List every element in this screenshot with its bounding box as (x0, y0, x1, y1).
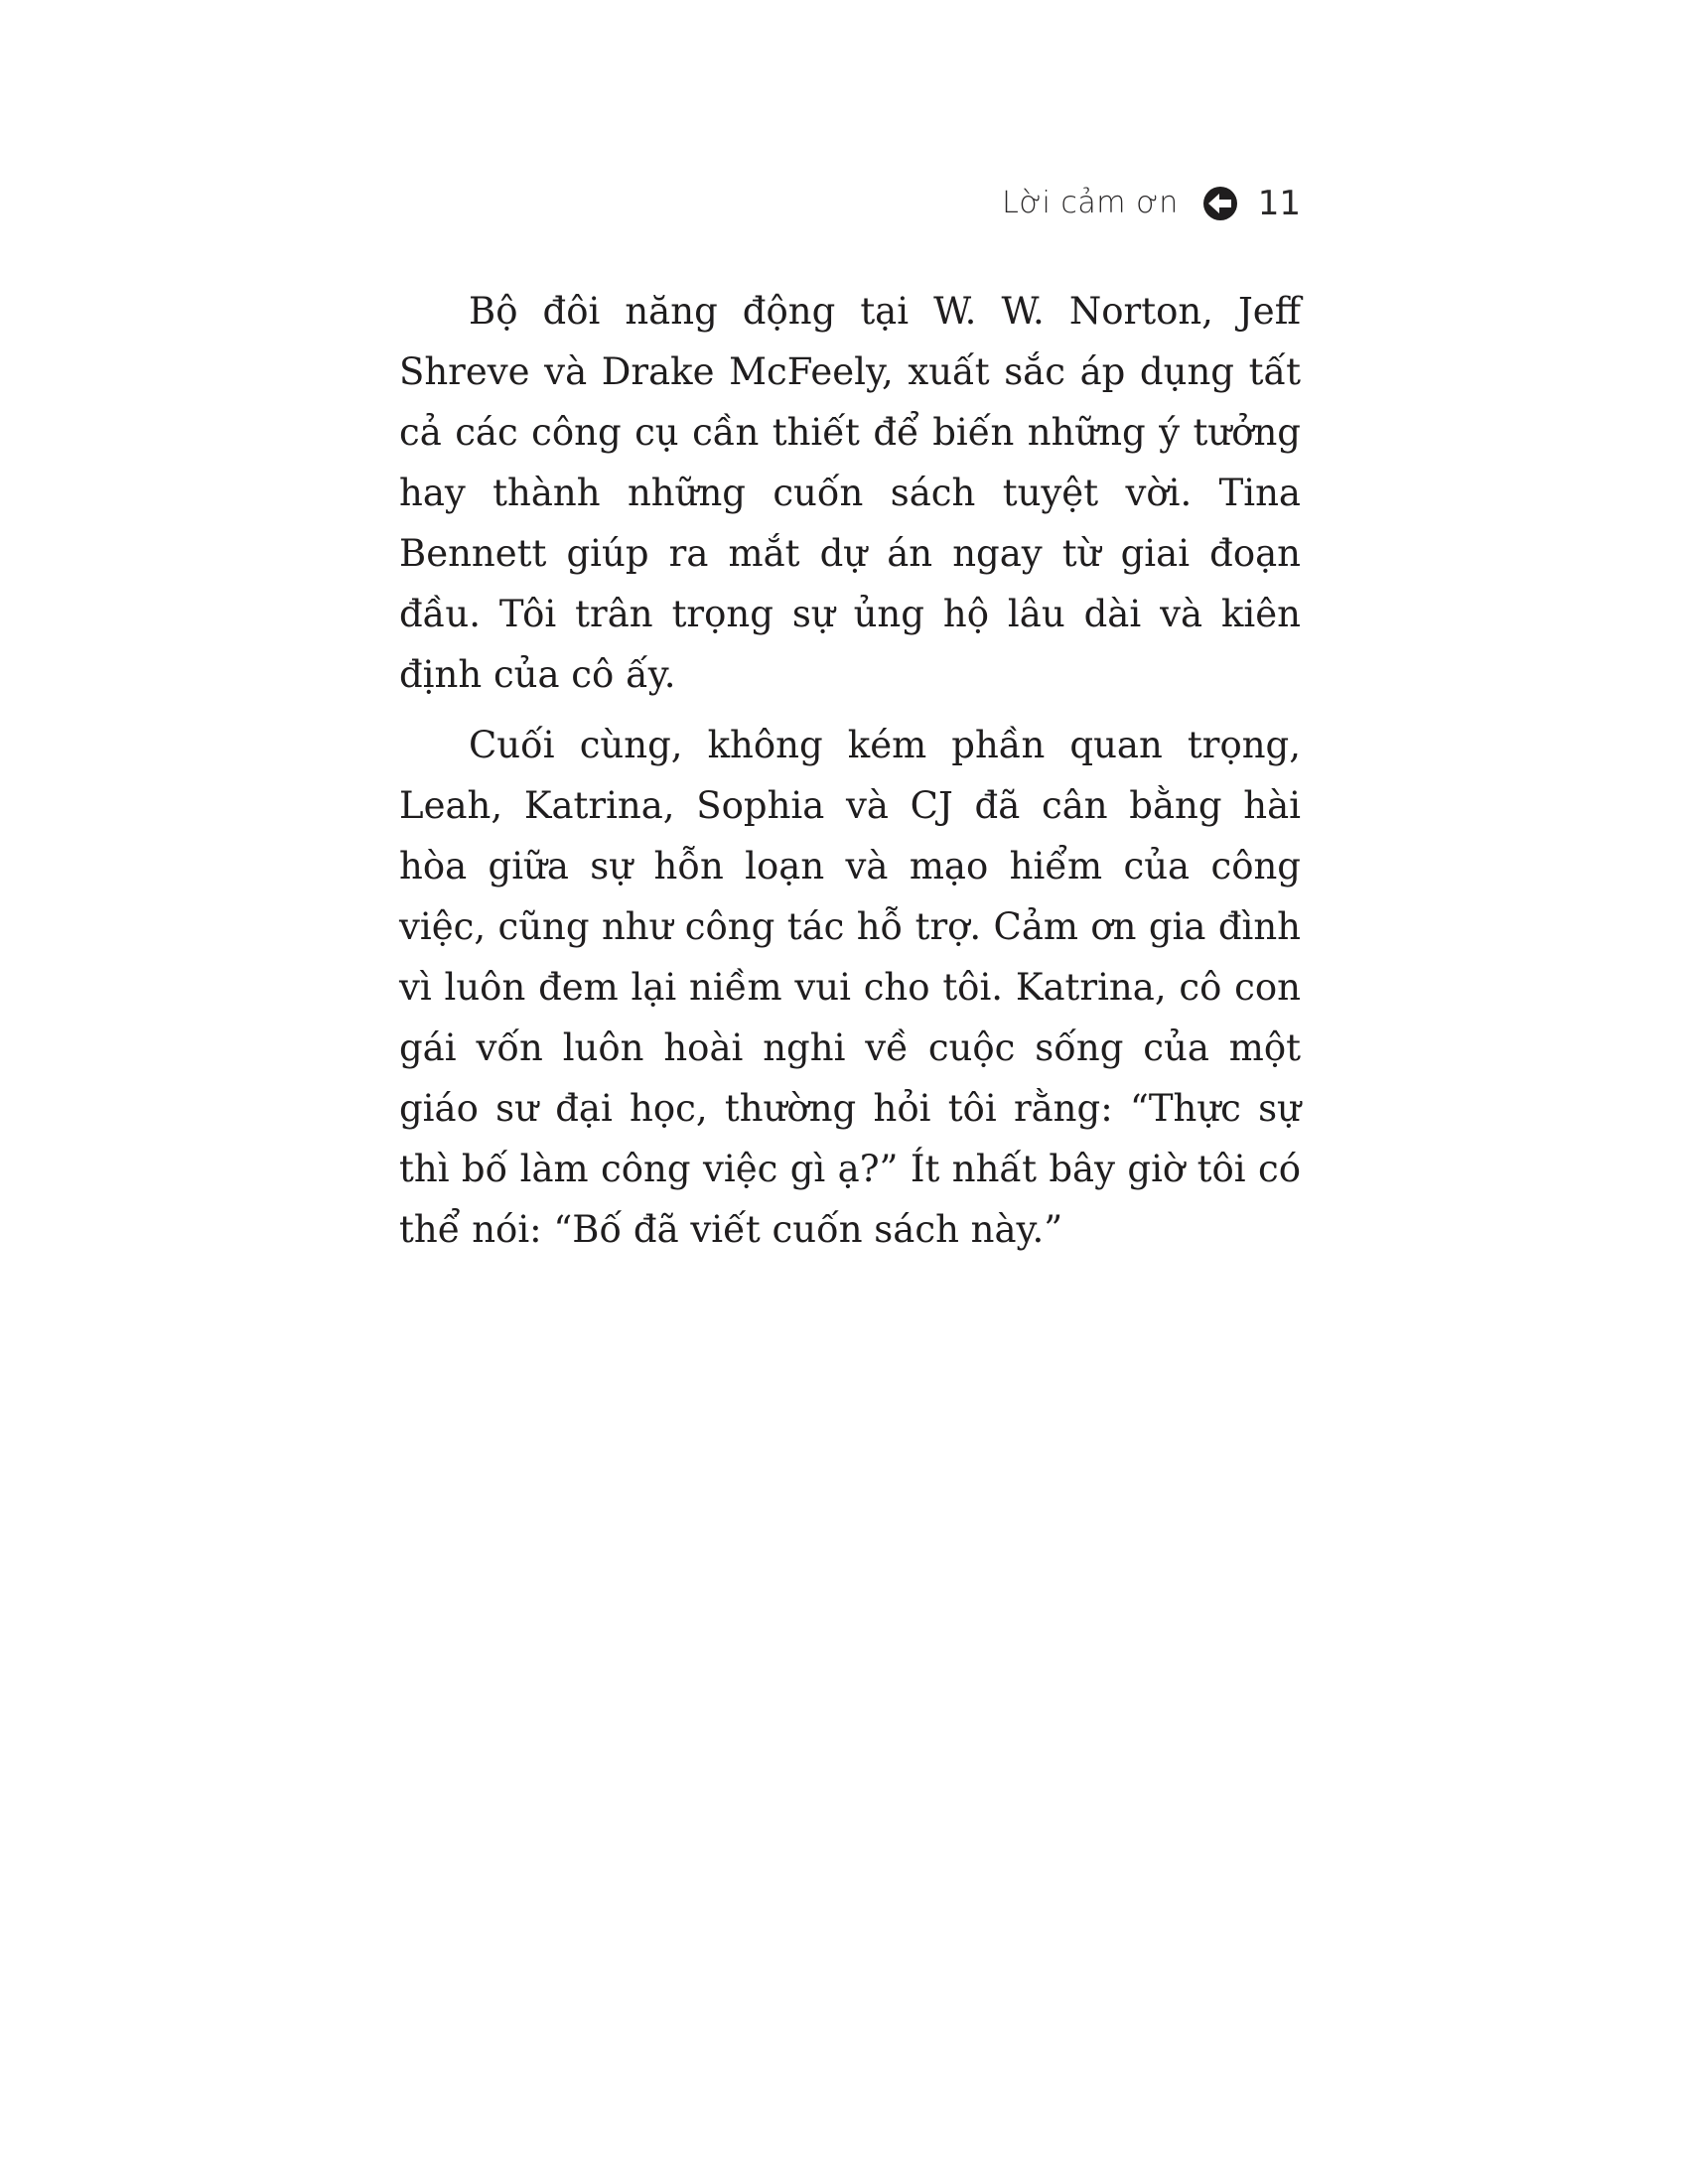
paragraph: Bộ đôi năng động tại W. W. Norton, Jeff Shreve và Drake McFeely, xuất sắc áp dụng tất cả các công cụ cần thiết để biến những ý tưởng hay thành những cuốn sách tuyệt vời. Tina Bennett giúp ra mắt dự án ngay từ giai đoạn đầu. Tôi trân trọng sự ủng hộ lâu dài và kiên định của cô ấy. (399, 290, 1301, 696)
arrow-left-circle-icon (1202, 186, 1238, 221)
running-header (399, 179, 1301, 228)
paragraph: Cuối cùng, không kém phần quan trọng, Leah, Katrina, Sophia và CJ đã cân bằng hài hòa giữa sự hỗn loạn và mạo hiểm của công việc, cũng như công tác hỗ trợ. Cảm ơn gia đình vì luôn đem lại niềm vui cho tôi. Katrina, cô con gái vốn luôn hoài nghi về cuộc sống của một giáo sư đại học, thường hỏi tôi rằng: “Thực sự thì bố làm công việc gì ạ?” Ít nhất bây giờ tôi có thể nói: “Bố đã viết cuốn sách này.” (399, 724, 1301, 1251)
page-number: 11 (1257, 184, 1301, 223)
body-text (399, 281, 1301, 1270)
section-title: Lời cảm ơn (1002, 186, 1179, 220)
